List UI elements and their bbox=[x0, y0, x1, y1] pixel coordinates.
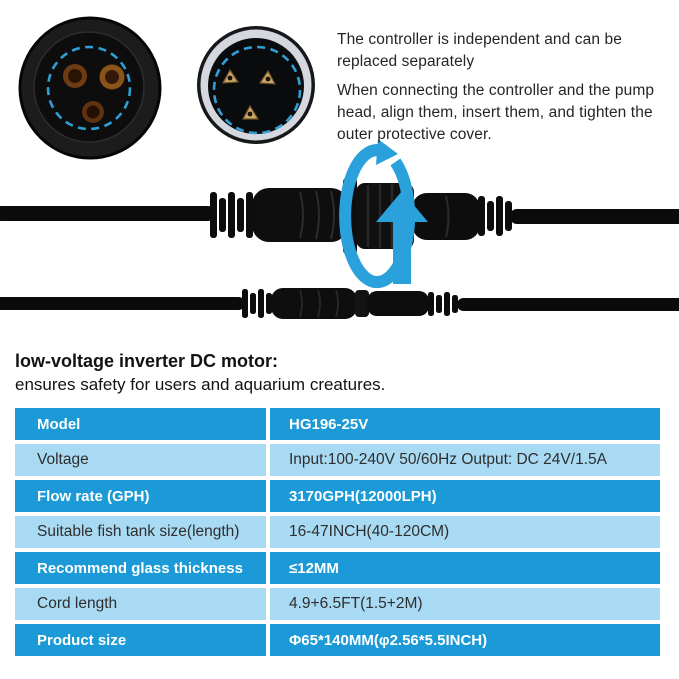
spec-value: 16-47INCH(40-120CM) bbox=[270, 516, 660, 548]
spec-row-flow-rate bbox=[15, 480, 660, 512]
spec-row-tank-size bbox=[15, 516, 660, 548]
female-connector-photo bbox=[20, 18, 160, 158]
spec-label: Model bbox=[15, 408, 266, 440]
spec-value: HG196-25V bbox=[270, 408, 660, 440]
spec-row-product-size bbox=[15, 624, 660, 656]
spec-label: Cord length bbox=[15, 588, 266, 620]
spec-label: Product size bbox=[15, 624, 266, 656]
annotation-paragraph-2: When connecting the controller and the pump head, align them, insert them, and tighten the outer protective cover. bbox=[337, 82, 655, 143]
spec-label: Suitable fish tank size(length) bbox=[15, 516, 266, 548]
spec-value: 4.9+6.5FT(1.5+2M) bbox=[270, 588, 660, 620]
annotation-paragraph-1: The controller is independent and can be replaced separately bbox=[337, 31, 622, 70]
intro-subtitle: ensures safety for users and aquarium creatures. bbox=[15, 375, 386, 394]
spec-row-model bbox=[15, 408, 660, 440]
male-connector-photo bbox=[197, 26, 315, 144]
lower-cable-photo bbox=[0, 288, 679, 319]
annotation-text bbox=[337, 29, 673, 146]
spec-value: Φ65*140MM(φ2.56*5.5INCH) bbox=[270, 624, 660, 656]
spec-row-voltage bbox=[15, 444, 660, 476]
intro-title: low-voltage inverter DC motor: bbox=[15, 351, 279, 371]
spec-row-glass-thickness bbox=[15, 552, 660, 584]
spec-label: Voltage bbox=[15, 444, 266, 476]
intro-block bbox=[15, 349, 655, 397]
spec-label: Flow rate (GPH) bbox=[15, 480, 266, 512]
spec-value: 3170GPH(12000LPH) bbox=[270, 480, 660, 512]
spec-value: Input:100-240V 50/60Hz Output: DC 24V/1.5A bbox=[270, 444, 660, 476]
spec-row-cord-length bbox=[15, 588, 660, 620]
spec-label: Recommend glass thickness bbox=[15, 552, 266, 584]
spec-table bbox=[15, 408, 660, 660]
spec-value: ≤12MM bbox=[270, 552, 660, 584]
